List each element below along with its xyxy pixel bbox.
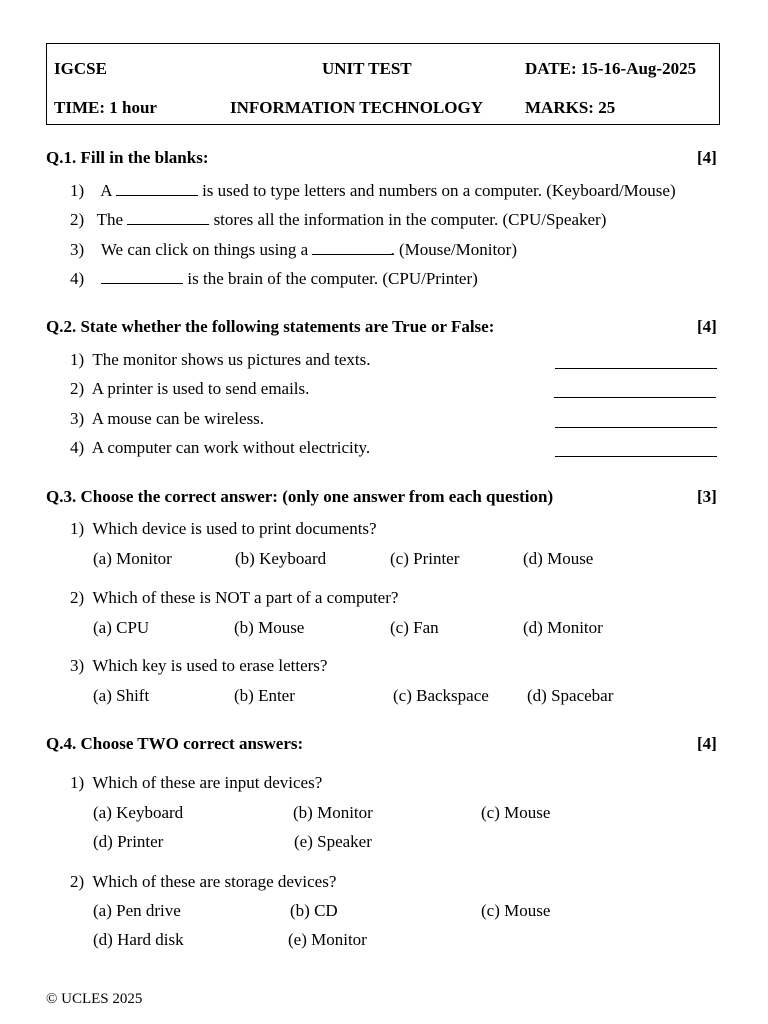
item-number: 2) xyxy=(70,588,85,607)
answer-line xyxy=(555,455,717,457)
q3-question-3 xyxy=(70,656,327,676)
item-text-pre: We can click on things using a xyxy=(100,240,309,259)
option-b: (b) Enter xyxy=(234,686,295,705)
q2-item-3 xyxy=(70,409,264,429)
item-text: A printer is used to send emails. xyxy=(91,379,310,398)
option-e: (e) Monitor xyxy=(288,930,367,949)
test-label: UNIT TEST xyxy=(322,59,412,78)
q1-marks: [4] xyxy=(697,148,717,167)
q3-question-2 xyxy=(70,588,398,608)
option-a: (a) Shift xyxy=(93,686,150,705)
option-c: (c) Fan xyxy=(390,618,439,637)
item-text-post: . (Mouse/Monitor) xyxy=(390,240,517,259)
answer-line xyxy=(554,396,716,398)
fill-blank xyxy=(127,210,209,225)
fill-blank xyxy=(312,240,394,255)
option-d: (d) Spacebar xyxy=(527,686,614,705)
item-text: Which of these are storage devices? xyxy=(92,872,337,891)
fill-blank xyxy=(101,269,183,284)
item-number: 4) xyxy=(70,438,85,457)
item-text: Which key is used to erase letters? xyxy=(92,656,328,675)
q2-item-1 xyxy=(70,350,370,370)
item-text-post: is the brain of the computer. (CPU/Printer) xyxy=(187,269,478,288)
option-d: (d) Monitor xyxy=(523,618,603,637)
item-number: 3) xyxy=(70,409,85,428)
q3-title: Q.3. Choose the correct answer: (only one answer from each question) xyxy=(46,487,554,506)
board-label: IGCSE xyxy=(54,59,107,78)
item-text: Which device is used to print documents? xyxy=(92,519,377,538)
option-d: (d) Printer xyxy=(93,832,164,851)
item-number: 4) xyxy=(70,269,85,288)
item-number: 3) xyxy=(70,656,85,675)
item-text-post: is used to type letters and numbers on a computer. (Keyboard/Mouse) xyxy=(202,181,676,200)
q4-question-2 xyxy=(70,872,336,892)
item-text-post: stores all the information in the computer. (CPU/Speaker) xyxy=(213,210,607,229)
q1-item-2 xyxy=(70,210,606,230)
item-number: 1) xyxy=(70,519,85,538)
item-number: 3) xyxy=(70,240,85,259)
time-label: TIME: 1 hour xyxy=(54,98,157,117)
q3-marks: [3] xyxy=(697,487,717,506)
option-d: (d) Hard disk xyxy=(93,930,184,949)
option-b: (b) CD xyxy=(290,901,338,920)
item-text: A computer can work without electricity. xyxy=(91,438,371,457)
option-e: (e) Speaker xyxy=(294,832,372,851)
option-d: (d) Mouse xyxy=(523,549,594,568)
item-number: 2) xyxy=(70,872,85,891)
q4-question-1 xyxy=(70,773,322,793)
fill-blank xyxy=(116,181,198,196)
q1-item-3 xyxy=(70,240,517,260)
item-number: 1) xyxy=(70,350,85,369)
option-b: (b) Monitor xyxy=(293,803,373,822)
option-a: (a) Pen drive xyxy=(93,901,181,920)
item-text-pre: A xyxy=(100,181,112,200)
q2-marks: [4] xyxy=(697,317,717,336)
item-number: 1) xyxy=(70,181,85,200)
item-number: 1) xyxy=(70,773,85,792)
q1-title: Q.1. Fill in the blanks: xyxy=(46,148,209,167)
item-number: 2) xyxy=(70,379,85,398)
option-a: (a) CPU xyxy=(93,618,150,637)
marks-label: MARKS: 25 xyxy=(525,98,616,117)
subject-label: INFORMATION TECHNOLOGY xyxy=(230,98,483,117)
answer-line xyxy=(555,426,717,428)
option-c: (c) Mouse xyxy=(481,803,551,822)
q3-question-1 xyxy=(70,519,377,539)
q4-marks: [4] xyxy=(697,734,717,753)
item-text-pre: The xyxy=(96,210,124,229)
item-text: Which of these is NOT a part of a computer? xyxy=(92,588,399,607)
q4-title: Q.4. Choose TWO correct answers: xyxy=(46,734,304,753)
item-text: Which of these are input devices? xyxy=(92,773,323,792)
q2-item-2 xyxy=(70,379,309,399)
option-c: (c) Mouse xyxy=(481,901,551,920)
q1-item-4 xyxy=(70,269,478,289)
item-number: 2) xyxy=(70,210,85,229)
option-c: (c) Backspace xyxy=(393,686,489,705)
option-b: (b) Mouse xyxy=(234,618,305,637)
q2-title: Q.2. State whether the following statements are True or False: xyxy=(46,317,495,336)
date-label: DATE: 15-16-Aug-2025 xyxy=(525,59,697,78)
option-c: (c) Printer xyxy=(390,549,460,568)
option-a: (a) Monitor xyxy=(93,549,172,568)
option-a: (a) Keyboard xyxy=(93,803,184,822)
q1-item-1 xyxy=(70,181,676,201)
option-b: (b) Keyboard xyxy=(235,549,327,568)
answer-line xyxy=(555,367,717,369)
item-text: A mouse can be wireless. xyxy=(91,409,265,428)
q2-item-4 xyxy=(70,438,370,458)
copyright-text: © UCLES 2025 xyxy=(46,991,143,1007)
item-text: The monitor shows us pictures and texts. xyxy=(92,350,371,369)
